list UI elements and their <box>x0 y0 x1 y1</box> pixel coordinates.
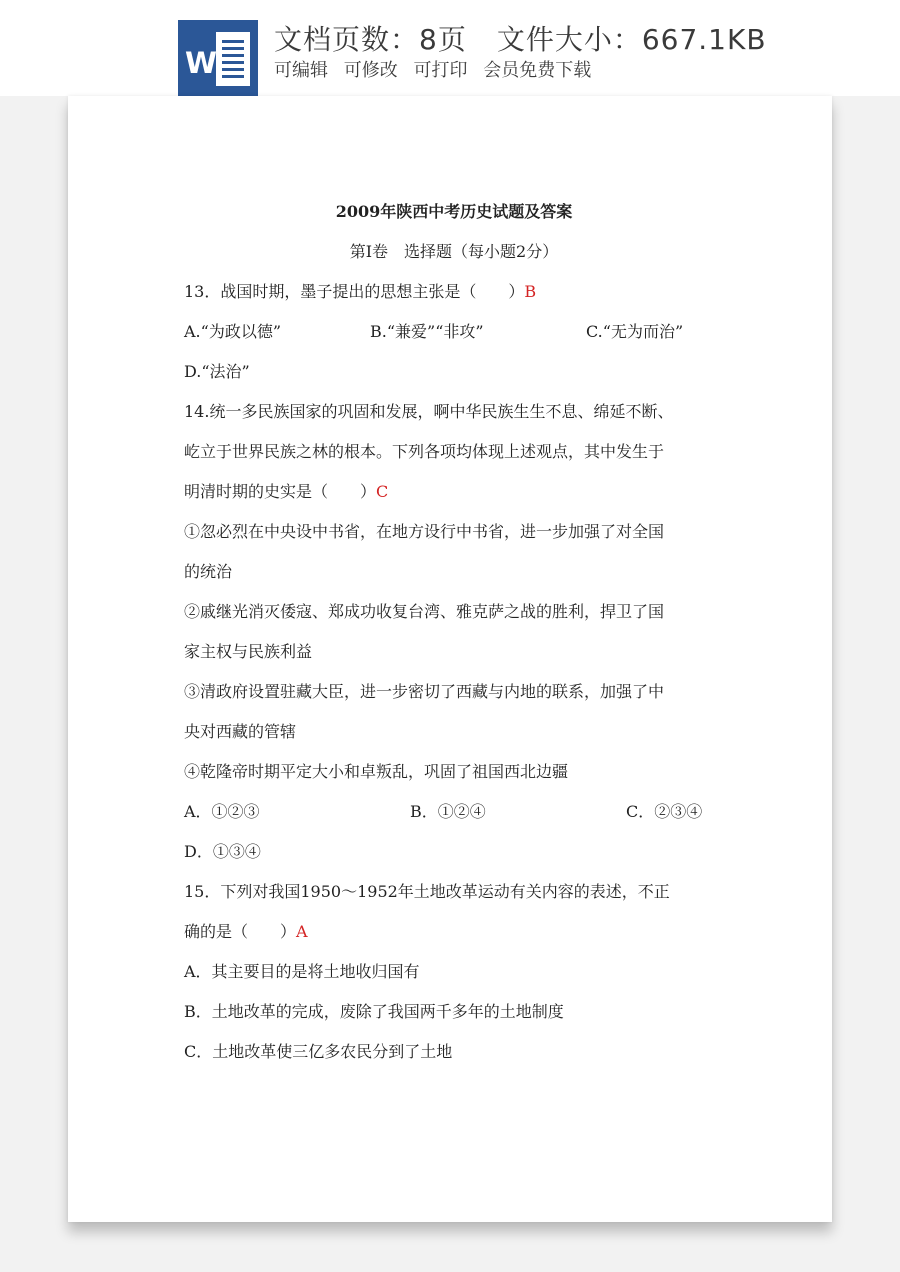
question-13-option-b: B.“兼爱”“非攻” <box>370 322 484 341</box>
question-14-statement-line: ②戚继光消灭倭寇、郑成功收复台湾、雅克萨之战的胜利，捍卫了国 <box>184 602 665 621</box>
document-info-header <box>0 0 900 100</box>
question-13-option-a: A.“为政以德” <box>184 322 282 341</box>
question-14-option-d: D．①③④ <box>184 842 261 861</box>
question-13-options <box>184 312 724 352</box>
question-14-stem-line: 14.统一多民族国家的巩固和发展，啊中华民族生生不息、绵延不断、 <box>184 402 674 421</box>
question-14-statement-line: 央对西藏的管辖 <box>184 722 297 741</box>
feature-editable: 可编辑 <box>274 60 328 81</box>
word-document-icon <box>178 20 258 96</box>
section-heading: 第Ⅰ卷 选择题（每小题2分） <box>349 242 559 261</box>
document-meta-line <box>274 18 767 58</box>
feature-member-download[interactable]: 会员免费下载 <box>483 60 592 81</box>
document-features <box>274 56 601 82</box>
document-page <box>68 96 832 1222</box>
question-14-statement-line: ④乾隆帝时期平定大小和卓叛乱，巩固了祖国西北边疆 <box>184 762 569 781</box>
question-14-statement-line: ③清政府设置驻藏大臣，进一步密切了西藏与内地的联系，加强了中 <box>184 682 665 701</box>
question-13-answer: B <box>524 282 537 301</box>
question-15-option-a: A．其主要目的是将土地收归国有 <box>184 962 420 981</box>
file-size: 文件大小：667.1KB <box>496 23 767 56</box>
feature-printable: 可打印 <box>413 60 468 81</box>
question-13-option-d: D.“法治” <box>184 362 250 381</box>
question-14-answer: C <box>376 482 389 501</box>
question-15-option-b: B．土地改革的完成，废除了我国两千多年的土地制度 <box>184 1002 564 1021</box>
page-content <box>184 192 724 1072</box>
question-14-stem-line: 明清时期的史实是（ ）C <box>184 482 389 501</box>
document-title: 2009年陕西中考历史试题及答案 <box>335 202 573 221</box>
question-14-stem-line: 屹立于世界民族之林的根本。下列各项均体现上述观点，其中发生于 <box>184 442 665 461</box>
question-14-statement-line: ①忽必烈在中央设中书省，在地方设行中书省，进一步加强了对全国 <box>184 522 665 541</box>
question-15-stem-line: 确的是（ ）A <box>184 922 308 941</box>
question-14-options <box>184 792 724 832</box>
question-14-option-b: B．①②④ <box>410 802 486 821</box>
question-15-option-c: C．土地改革使三亿多农民分到了土地 <box>184 1042 453 1061</box>
question-15-stem-line: 15．下列对我国1950～1952年土地改革运动有关内容的表述，不正 <box>184 882 670 901</box>
svg-text:W: W <box>185 46 217 80</box>
question-13-option-c: C.“无为而治” <box>586 322 684 341</box>
page-count: 文档页数：8页 <box>274 23 467 56</box>
question-14-option-c: C．②③④ <box>626 802 703 821</box>
question-14-statement-line: 家主权与民族利益 <box>184 642 313 661</box>
question-15-answer: A <box>296 922 308 941</box>
feature-modifiable: 可修改 <box>343 60 398 81</box>
question-14-option-a: A．①②③ <box>184 802 260 821</box>
page-viewer[interactable] <box>0 96 900 1272</box>
question-13-stem: 13．战国时期，墨子提出的思想主张是（ ）B <box>184 282 537 301</box>
question-14-statement-line: 的统治 <box>184 562 233 581</box>
